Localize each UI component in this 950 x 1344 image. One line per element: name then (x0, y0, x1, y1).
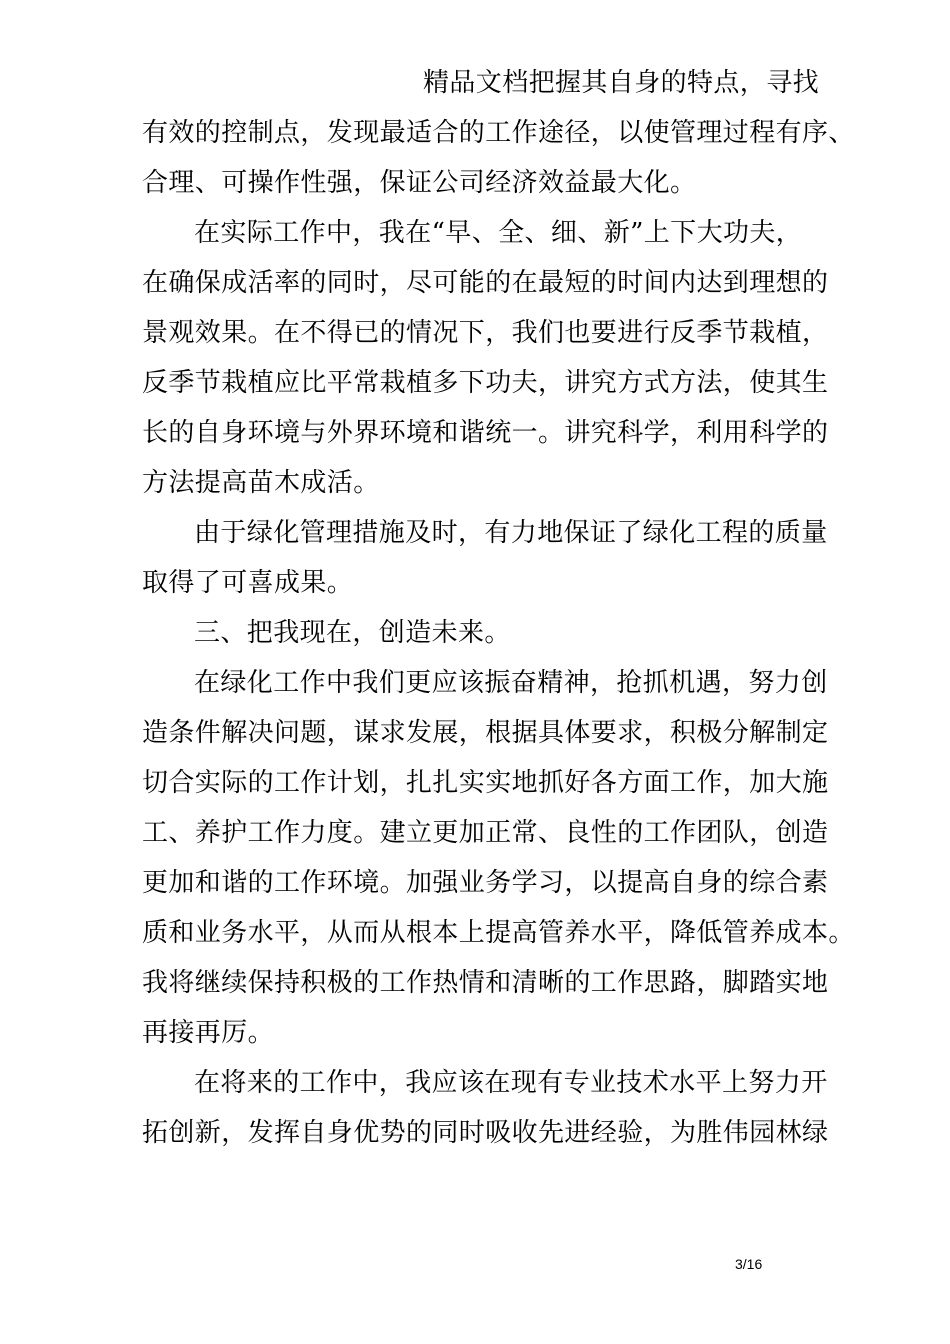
text-line: 我将继续保持积极的工作热情和清晰的工作思路，脚踏实地 (142, 968, 829, 998)
document-body (142, 58, 855, 1158)
text-line: 取得了可喜成果。 (142, 568, 354, 598)
text-line: 景观效果。在不得已的情况下，我们也要进行反季节栽植， (142, 318, 829, 348)
paragraph-start-line: 由于绿化管理措施及时，有力地保证了绿化工程的质量 (194, 518, 828, 548)
paragraph-start-line: 在绿化工作中我们更应该振奋精神，抢抓机遇，努力创 (194, 668, 828, 698)
text-line: 在确保成活率的同时，尽可能的在最短的时间内达到理想的 (142, 268, 829, 298)
header-text-line: 精品文档把握其自身的特点，寻找 (423, 68, 820, 98)
section-heading: 三、把我现在，创造未来。 (194, 618, 511, 648)
text-line: 造条件解决问题，谋求发展，根据具体要求，积极分解制定 (142, 718, 829, 748)
page-number: 3/16 (735, 1256, 763, 1272)
text-line: 长的自身环境与外界环境和谐统一。讲究科学，利用科学的 (142, 418, 829, 448)
text-line: 反季节栽植应比平常栽植多下功夫，讲究方式方法，使其生 (142, 368, 829, 398)
text-line: 再接再厉。 (142, 1018, 275, 1048)
paragraph-start-line: 在将来的工作中，我应该在现有专业技术水平上努力开 (194, 1068, 828, 1098)
text-line: 拓创新，发挥自身优势的同时吸收先进经验，为胜伟园林绿 (142, 1118, 829, 1148)
text-line: 有效的控制点，发现最适合的工作途径，以使管理过程有序、 (142, 118, 855, 148)
text-line: 更加和谐的工作环境。加强业务学习，以提高自身的综合素 (142, 868, 829, 898)
text-line: 切合实际的工作计划，扎扎实实地抓好各方面工作，加大施 (142, 768, 829, 798)
text-line: 合理、可操作性强，保证公司经济效益最大化。 (142, 168, 697, 198)
paragraph-start-line: 在实际工作中，我在“早、全、细、新”上下大功夫， (194, 218, 803, 248)
text-line: 工、养护工作力度。建立更加正常、良性的工作团队，创造 (142, 818, 829, 848)
text-line: 方法提高苗木成活。 (142, 468, 380, 498)
text-line: 质和业务水平，从而从根本上提高管养水平，降低管养成本。 (142, 918, 855, 948)
